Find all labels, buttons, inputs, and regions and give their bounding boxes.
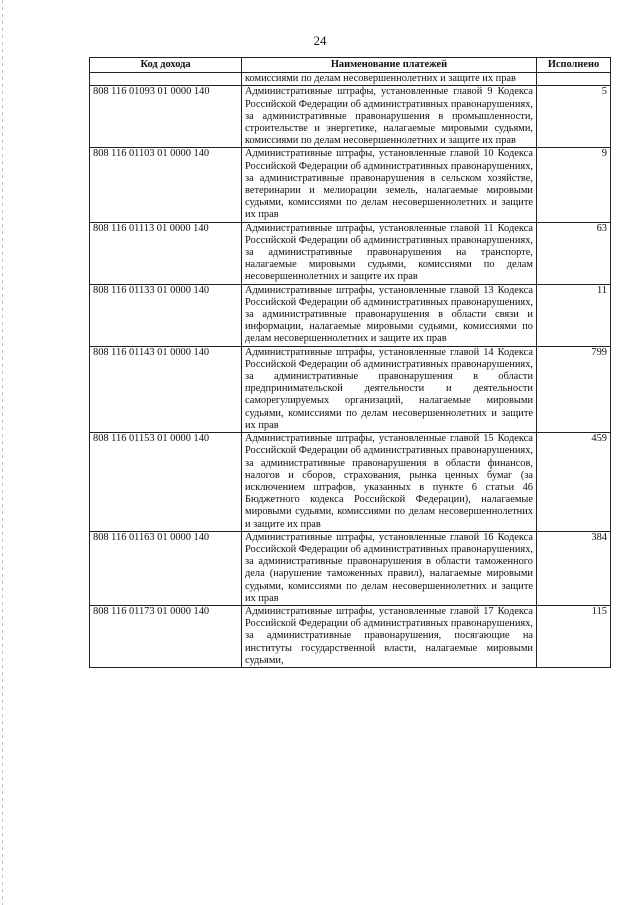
scan-edge-line — [2, 0, 3, 905]
executed-amount: 459 — [537, 433, 611, 532]
header-code: Код дохода — [90, 58, 242, 73]
table-row — [90, 531, 611, 605]
payment-name: Административные штрафы, установленные главой 9 Кодекса Российской Федерации об административных правонарушениях, за административные правонарушения в промышленности, строительстве и энергетике, налагаемые мировыми судьями, комиссиями по делам несовершеннолетних и защите их прав — [242, 86, 537, 148]
executed-amount: 9 — [537, 148, 611, 222]
table-row — [90, 284, 611, 346]
payment-name: Административные штрафы, установленные главой 11 Кодекса Российской Федерации об административных правонарушениях, за административные правонарушения на транспорте, налагаемые мировыми судьями, комиссиями по делам несовершеннолетних и защите их прав — [242, 222, 537, 284]
payment-name: Административные штрафы, установленные главой 16 Кодекса Российской Федерации об административных правонарушениях, за административные правонарушения в области таможенного дела (нарушение таможенных правил), налагаемые мировыми судьями, комиссиями по делам несовершеннолетних и защите их прав — [242, 531, 537, 605]
header-name: Наименование платежей — [242, 58, 537, 73]
executed-amount — [537, 73, 611, 86]
page-number: 24 — [313, 33, 327, 48]
income-code: 808 116 01113 01 0000 140 — [90, 222, 242, 284]
income-code: 808 116 01163 01 0000 140 — [90, 531, 242, 605]
executed-amount: 115 — [537, 605, 611, 667]
table-row — [90, 605, 611, 667]
table-row — [90, 148, 611, 222]
executed-amount: 11 — [537, 284, 611, 346]
table-row — [90, 346, 611, 432]
table-header-row — [90, 58, 611, 73]
income-code: 808 116 01103 01 0000 140 — [90, 148, 242, 222]
payment-name: Административные штрафы, установленные главой 17 Кодекса Российской Федерации об административных правонарушениях, за административные правонарушения, посягающие на институты государственной власти, налагаемые мировыми судьями, — [242, 605, 537, 667]
income-code: 808 116 01143 01 0000 140 — [90, 346, 242, 432]
income-code: 808 116 01153 01 0000 140 — [90, 433, 242, 532]
executed-amount: 63 — [537, 222, 611, 284]
executed-amount: 799 — [537, 346, 611, 432]
executed-amount: 384 — [537, 531, 611, 605]
payment-name: Административные штрафы, установленные главой 10 Кодекса Российской Федерации об административных правонарушениях, за административные правонарушения в сельском хозяйстве, ветеринарии и мелиорации земель, налагаемые мировыми судьями, комиссиями по делам несовершеннолетних и защите их прав — [242, 148, 537, 222]
income-table — [89, 57, 611, 668]
payment-name: Административные штрафы, установленные главой 13 Кодекса Российской Федерации об административных правонарушениях, за административные правонарушения в области связи и информации, налагаемые мировыми судьями, комиссиями по делам несовершеннолетних и защите их прав — [242, 284, 537, 346]
income-code: 808 116 01093 01 0000 140 — [90, 86, 242, 148]
payment-name: комиссиями по делам несовершеннолетних и защите их прав — [242, 73, 537, 86]
income-code — [90, 73, 242, 86]
income-code: 808 116 01173 01 0000 140 — [90, 605, 242, 667]
payment-name: Административные штрафы, установленные главой 14 Кодекса Российской Федерации об административных правонарушениях, за административные правонарушения в области предпринимательской деятельности и деятельности саморегулируемых организаций, налагаемые мировыми судьями, комиссиями по делам несовершеннолетних и защите их прав — [242, 346, 537, 432]
income-code: 808 116 01133 01 0000 140 — [90, 284, 242, 346]
table-row — [90, 73, 611, 86]
executed-amount: 5 — [537, 86, 611, 148]
header-done: Исполнено — [537, 58, 611, 73]
table-row — [90, 86, 611, 148]
table-row — [90, 222, 611, 284]
payment-name: Административные штрафы, установленные главой 15 Кодекса Российской Федерации об административных правонарушениях, за административные правонарушения в области финансов, налогов и сборов, страхования, рынка ценных бумаг (за исключением штрафов, указанных в пункте 6 статьи 46 Бюджетного кодекса Российской Федерации), налагаемые мировыми судьями, комиссиями по делам несовершеннолетних и защите их прав — [242, 433, 537, 532]
table-row — [90, 433, 611, 532]
